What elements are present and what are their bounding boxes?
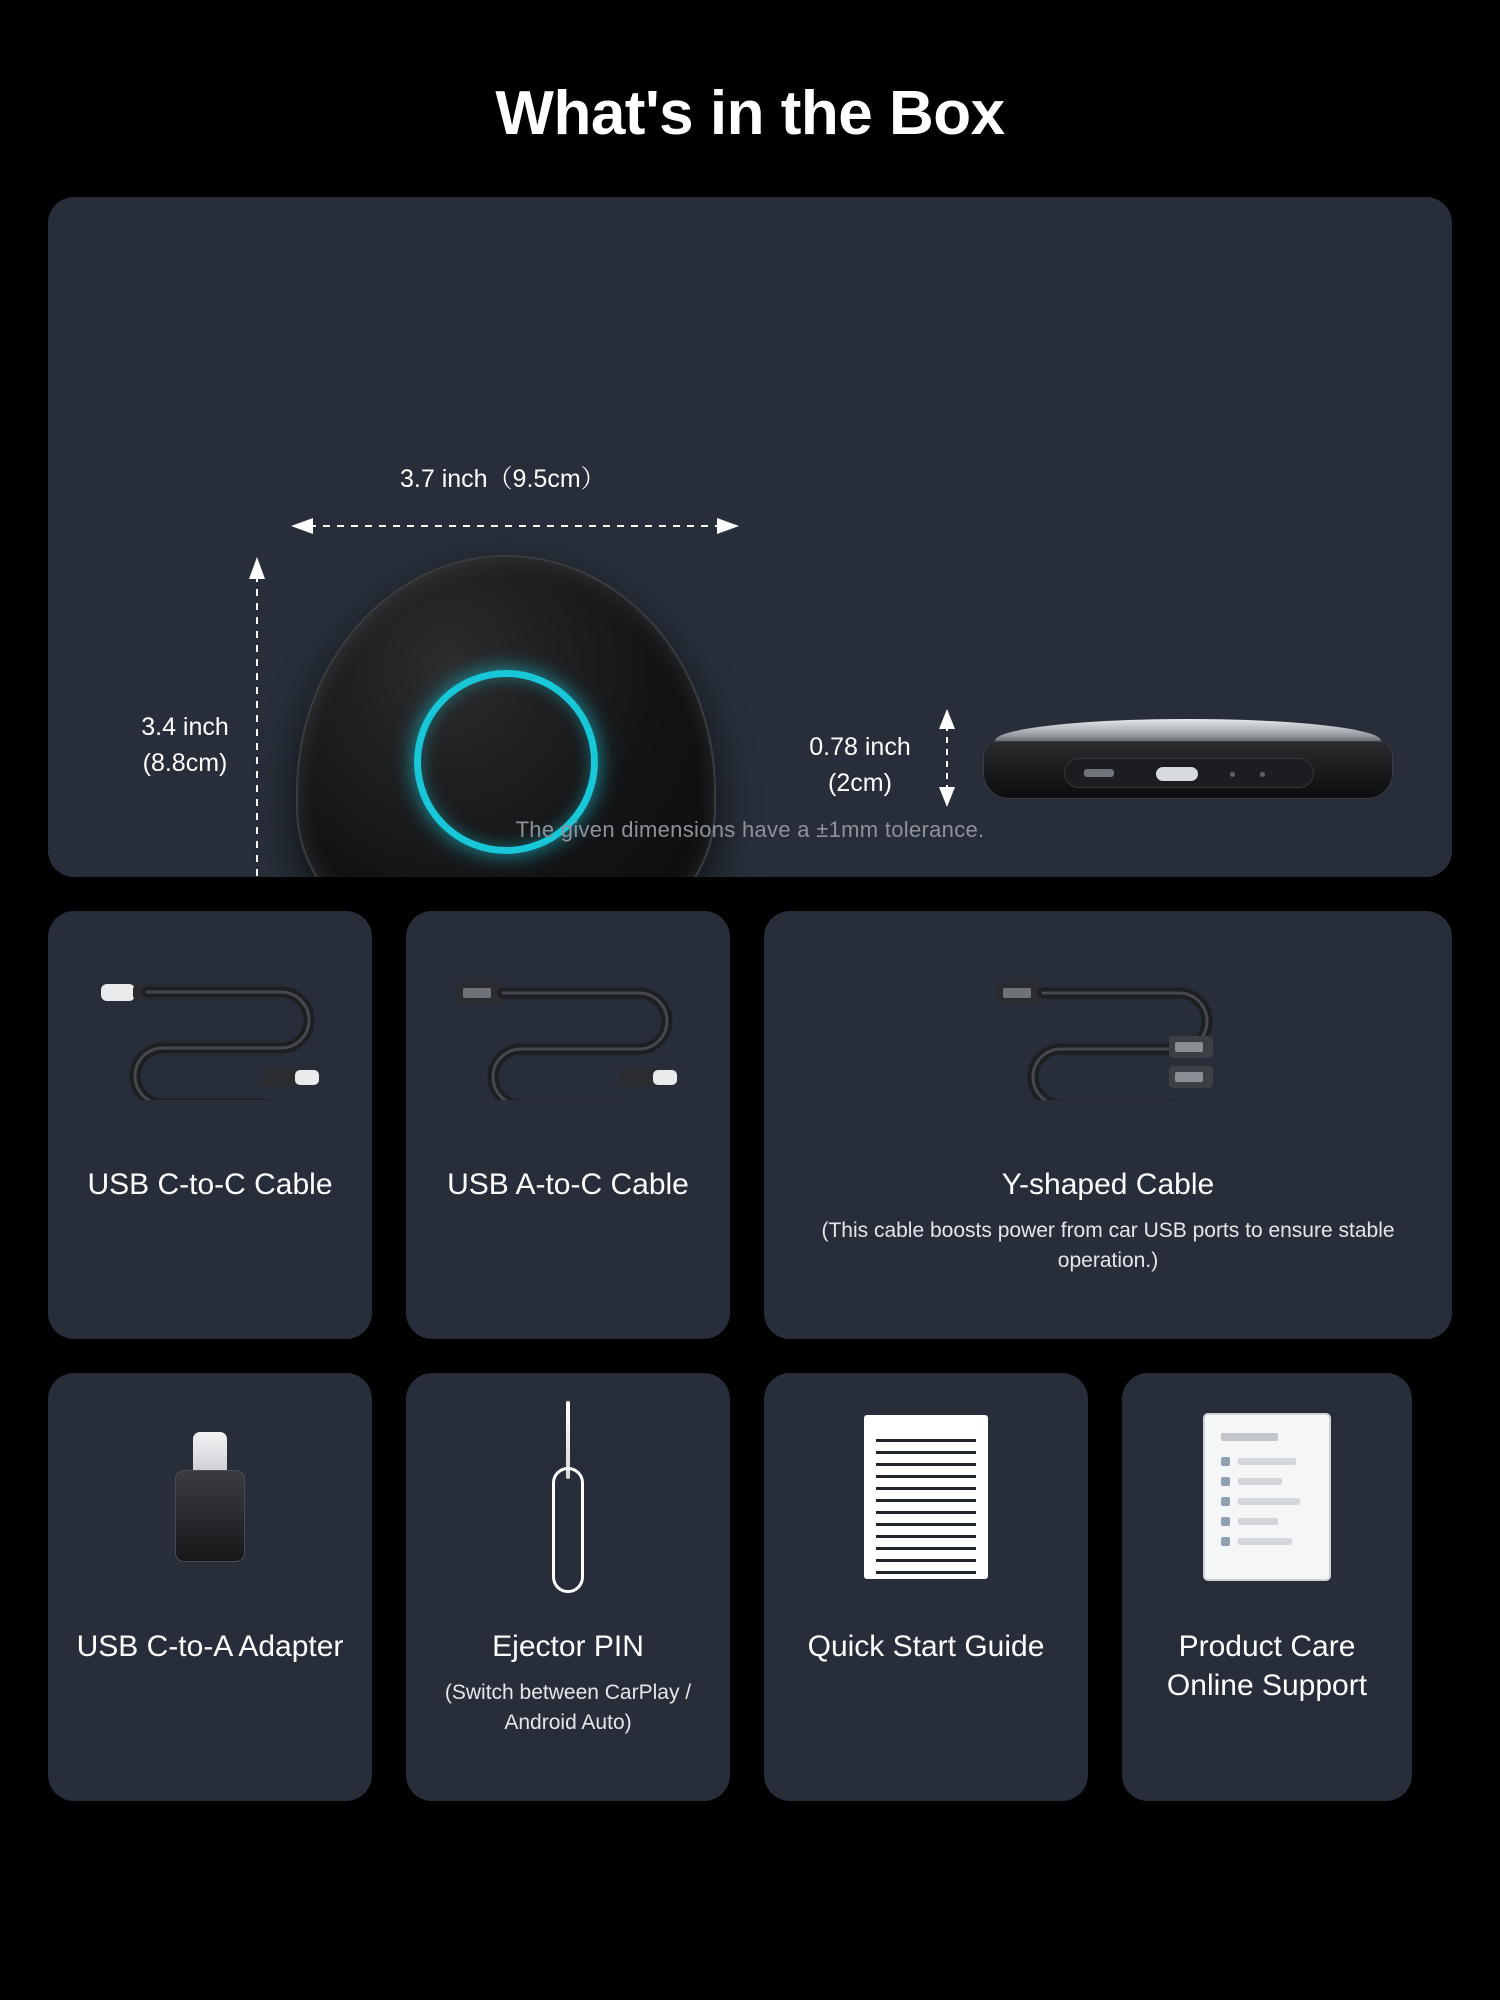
- item-card-usb-a-to-c-cable: [406, 911, 730, 1339]
- item-label: Y-shaped Cable: [1001, 1168, 1215, 1201]
- item-sublabel: (This cable boosts power from car USB ports to ensure stable operation.): [821, 1219, 1395, 1273]
- care-card-row: [1221, 1457, 1313, 1466]
- product-dimensions-card: [48, 197, 1452, 877]
- usb-c-to-c-cable-icon: [48, 911, 372, 1159]
- ejector-pin-icon: [406, 1373, 730, 1621]
- y-shaped-cable-icon: [764, 911, 1452, 1159]
- height-dimension-inches: 3.4 inch: [141, 713, 229, 741]
- item-label: USB C-to-A Adapter: [76, 1630, 344, 1663]
- device-indicator-dot-1-icon: [1230, 772, 1235, 777]
- device-usb-c-port-icon: [1156, 767, 1198, 781]
- height-dimension-label: [126, 709, 244, 782]
- quick-start-guide-icon: [764, 1373, 1088, 1621]
- accessories-row: [48, 1373, 1452, 1801]
- tolerance-note: The given dimensions have a ±1mm tolerance.: [515, 817, 985, 842]
- depth-dimension-inches: 0.78 inch: [809, 733, 911, 761]
- device-sim-slot-icon: [1084, 769, 1114, 777]
- device-side-view: [983, 719, 1393, 801]
- adapter-shape: [175, 1432, 245, 1562]
- depth-dimension-label: [790, 729, 930, 802]
- care-bar: [1238, 1538, 1292, 1545]
- item-label: Product Care Online Support: [1166, 1630, 1368, 1702]
- item-label: USB A-to-C Cable: [447, 1168, 689, 1201]
- guide-page: [864, 1415, 988, 1579]
- care-bullet-icon: [1221, 1497, 1230, 1506]
- usb-a-to-c-cable-icon: [406, 911, 730, 1159]
- height-dimension-cm: (8.8cm): [142, 749, 228, 778]
- care-bullet-icon: [1221, 1477, 1230, 1486]
- ejector-pin-shape: [538, 1401, 598, 1593]
- pin-loop: [552, 1467, 584, 1593]
- item-card-product-care-online-support: [1122, 1373, 1412, 1801]
- guide-text-lines: [876, 1439, 976, 1574]
- care-bar: [1238, 1478, 1282, 1485]
- cables-row: [48, 911, 1452, 1339]
- width-dimension-label: 3.7 inch（9.5cm）: [400, 465, 606, 493]
- item-card-ejector-pin: [406, 1373, 730, 1801]
- care-bar: [1238, 1518, 1278, 1525]
- item-label: Quick Start Guide: [807, 1630, 1045, 1663]
- width-dimension-arrow-icon: [291, 517, 739, 535]
- item-card-quick-start-guide: [764, 1373, 1088, 1801]
- care-bar: [1238, 1458, 1296, 1465]
- device-indicator-dot-2-icon: [1260, 772, 1265, 777]
- care-bullet-icon: [1221, 1537, 1230, 1546]
- product-care-icon: [1122, 1373, 1412, 1621]
- depth-dimension-cm: (2cm): [828, 769, 892, 798]
- usb-c-to-a-adapter-icon: [48, 1373, 372, 1621]
- care-card-shape: [1203, 1413, 1331, 1581]
- care-bullet-icon: [1221, 1517, 1230, 1526]
- item-card-usb-c-to-c-cable: [48, 911, 372, 1339]
- care-card-row: [1221, 1517, 1313, 1526]
- item-sublabel: (Switch between CarPlay / Android Auto): [444, 1681, 692, 1735]
- item-card-usb-c-to-a-adapter: [48, 1373, 372, 1801]
- item-label: USB C-to-C Cable: [87, 1168, 333, 1201]
- depth-dimension-arrow-icon: [938, 709, 956, 807]
- care-card-row: [1221, 1477, 1313, 1486]
- device-side-base: [983, 741, 1393, 799]
- care-bullet-icon: [1221, 1457, 1230, 1466]
- item-label: Ejector PIN: [492, 1630, 644, 1663]
- adapter-usb-a-body: [175, 1470, 245, 1562]
- care-card-row: [1221, 1497, 1313, 1506]
- item-card-y-shaped-cable: [764, 911, 1452, 1339]
- page-title: What's in the Box: [495, 79, 1005, 148]
- care-card-title-bar: [1221, 1433, 1278, 1441]
- care-card-row: [1221, 1537, 1313, 1546]
- care-bar: [1238, 1498, 1300, 1505]
